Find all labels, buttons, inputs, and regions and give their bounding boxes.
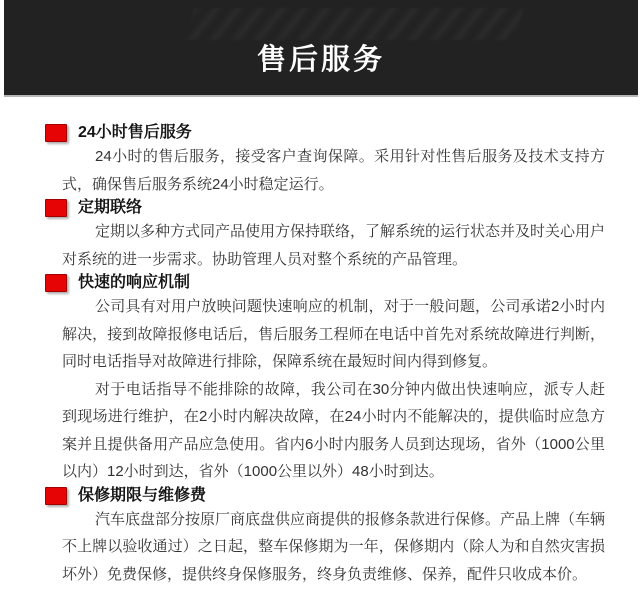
section-heading: 快速的响应机制 <box>78 274 191 291</box>
red-square-bullet-icon <box>45 487 67 505</box>
section-paragraph: 对于电话指导不能排除的故障，我公司在30分钟内做出快速响应，派专人赶到现场进行维护，在2小时内解决故障，在24小时内不能解决的，提供临时应急方案并且提供备用产品应急使用。省内6小时内服务人员到达现场，省外（1000公里以内）12小时到达，省外（1000公里以外）48小时到达。 <box>62 380 605 480</box>
section-24h-service <box>0 123 643 198</box>
section-regular-contact <box>0 198 643 273</box>
section-heading: 24小时售后服务 <box>78 124 192 141</box>
red-square-bullet-icon <box>45 274 67 292</box>
red-square-bullet-icon <box>45 199 67 217</box>
content <box>0 97 643 588</box>
header-banner <box>4 0 638 97</box>
red-square-bullet-icon <box>45 124 67 142</box>
section-paragraph: 公司具有对用户放映问题快速响应的机制，对于一般问题，公司承诺2小时内解决，接到故障报修电话后，售后服务工程师在电话中首先对系统故障进行判断，同时电话指导对故障进行排除，保障系统在最短时间内得到修复。 <box>62 298 605 370</box>
section-heading: 保修期限与维修费 <box>78 486 207 504</box>
section-heading-row <box>45 486 643 506</box>
section-heading-row <box>45 273 643 293</box>
section-paragraph: 24小时的售后服务，接受客户查询保障。采用针对性售后服务及技术支持方式，确保售后服务系统24小时稳定运行。 <box>62 148 605 193</box>
page-title: 售后服务 <box>256 44 385 76</box>
watermark-smudge <box>184 8 524 40</box>
section-heading: 定期联络 <box>78 199 143 216</box>
section-warranty <box>0 486 643 589</box>
section-heading-row <box>45 123 643 143</box>
section-paragraph: 定期以多种方式同产品使用方保持联络，了解系统的运行状态并及时关心用户对系统的进一步需求。协助管理人员对整个系统的产品管理。 <box>62 223 606 268</box>
section-paragraph: 汽车底盘部分按原厂商底盘供应商提供的报修条款进行保修。产品上牌（车辆不上牌以验收通过）之日起，整车保修期为一年，保修期内（除人为和自然灾害损坏外）免费保修，提供终身保修服务，终身负责维修、保养，配件只收成本价。 <box>62 510 606 583</box>
section-fast-response <box>0 273 643 486</box>
section-heading-row <box>45 198 643 218</box>
